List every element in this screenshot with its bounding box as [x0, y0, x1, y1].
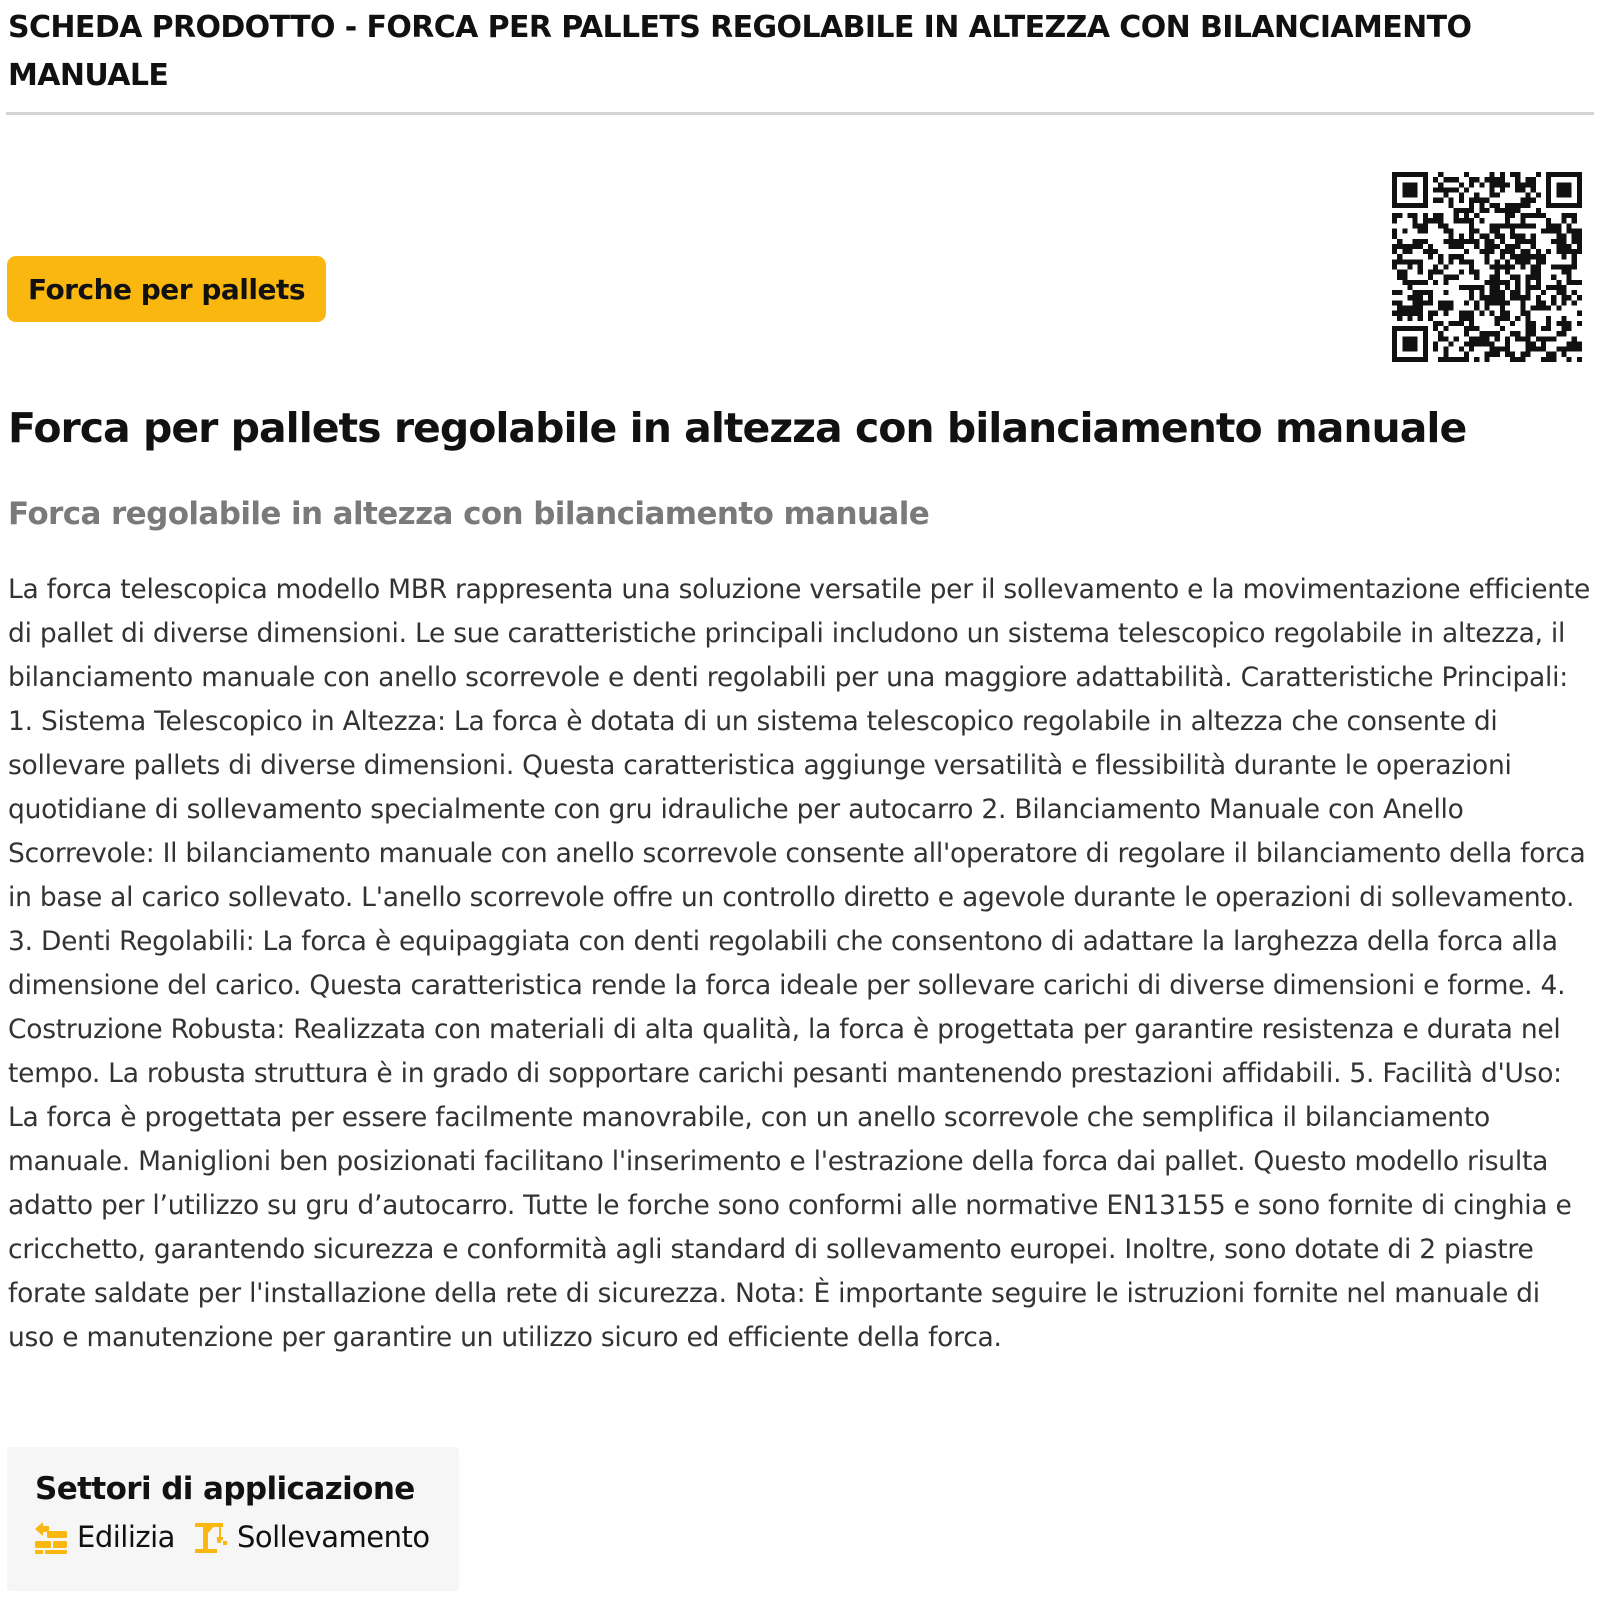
- application-sectors-panel: [7, 1447, 459, 1591]
- crane-icon: [193, 1519, 229, 1555]
- sector-item-edilizia: [33, 1519, 175, 1555]
- sectors-title: Settori di applicazione: [35, 1471, 415, 1507]
- product-description: La forca telescopica modello MBR rappresenta una soluzione versatile per il sollevamento e la movimentazione efficiente di pallet di diverse dimensioni. Le sue caratteristiche principali includono un sistema telescopico regolabile in altezza, il bilanciamento manuale con anello scorrevole e denti regolabili per una maggiore adattabilità. Caratteristiche Principali: 1. Sistema Telescopico in Altezza: La forca è dotata di un sistema telescopico regolabile in altezza che consente di sollevare pallets di diverse dimensioni. Questa caratteristica aggiunge versatilità e flessibilità durante le operazioni quotidiane di sollevamento specialmente con gru idrauliche per autocarro 2. Bilanciamento Manuale con Anello Scorrevole: Il bilanciamento manuale con anello scorrevole consente all'operatore di regolare il bilanciamento della forca in base al carico sollevato. L'anello scorrevole offre un controllo diretto e agevole durante le operazioni di sollevamento. 3. Denti Regolabili: La forca è equipaggiata con denti regolabili che consentono di adattare la larghezza della forca alla dimensione del carico. Questa caratteristica rende la forca ideale per sollevare carichi di diverse dimensioni e forme. 4. Costruzione Robusta: Realizzata con materiali di alta qualità, la forca è progettata per garantire resistenza e durata nel tempo. La robusta struttura è in grado di sopportare carichi pesanti mantenendo prestazioni affidabili. 5. Facilità d'Uso: La forca è progettata per essere facilmente manovrabile, con un anello scorrevole che semplifica il bilanciamento manuale. Maniglioni ben posizionati facilitano l'inserimento e l'estrazione della forca dai pallet. Questo modello risulta adatto per l’utilizzo su gru d’autocarro. Tutte le forche sono conformi alle normative EN13155 e sono fornite di cinghia e cricchetto, garantendo sicurezza e conformità agli standard di sollevamento europei. Inoltre, sono dotate di 2 piastre forate saldate per l'installazione della rete di sicurezza. Nota: È importante seguire le istruzioni fornite nel manuale di uso e manutenzione per garantire un utilizzo sicuro ed efficiente della forca.: [8, 574, 1591, 1353]
- page-header-title: SCHEDA PRODOTTO - FORCA PER PALLETS REGOLABILE IN ALTEZZA CON BILANCIAMENTO MANUALE: [8, 10, 1472, 93]
- qr-code-modules: [1392, 172, 1582, 362]
- qr-code-icon: [1392, 172, 1582, 362]
- sector-label: Sollevamento: [236, 1520, 430, 1554]
- product-subtitle: Forca regolabile in altezza con bilanciamento manuale: [8, 496, 930, 532]
- construction-icon: [33, 1519, 69, 1555]
- header-divider: [6, 112, 1594, 115]
- sector-item-sollevamento: [193, 1519, 430, 1555]
- sectors-list: [33, 1519, 430, 1555]
- category-badge[interactable]: Forche per pallets: [7, 256, 326, 322]
- sector-label: Edilizia: [77, 1520, 175, 1554]
- product-title: Forca per pallets regolabile in altezza con bilanciamento manuale: [8, 404, 1467, 452]
- page-header: [8, 4, 1588, 100]
